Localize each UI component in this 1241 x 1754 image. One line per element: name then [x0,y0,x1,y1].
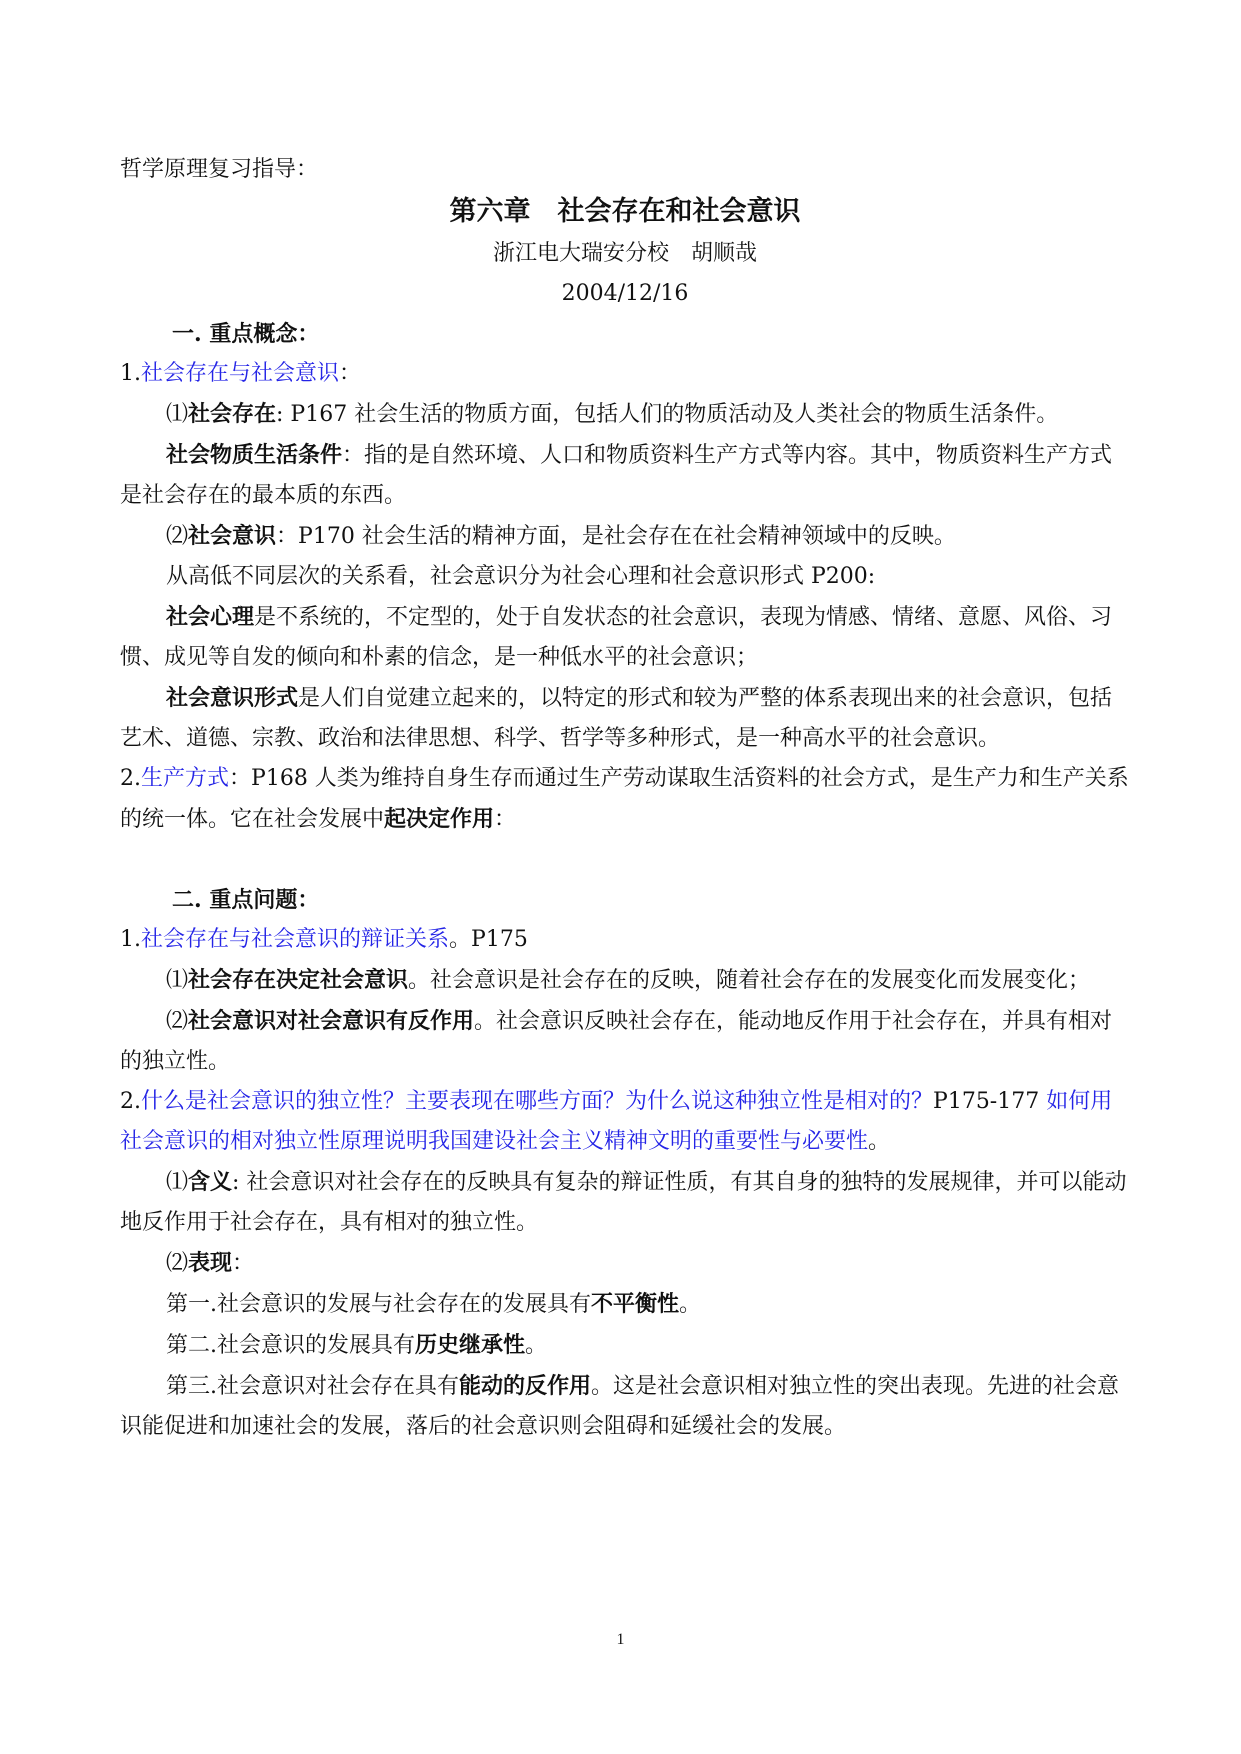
term: 表现 [188,1250,233,1276]
date-line: 2004/12/16 [561,281,689,306]
paragraph-meaning [120,1162,1130,1243]
list-marker: ⑴ [166,402,189,427]
list-marker: ⑵ [166,1251,189,1276]
term: 社会意识形式 [166,685,299,711]
emphasis: 不平衡性 [591,1291,680,1317]
paragraph-text: ：P170 社会生活的精神方面，是社会存在在社会精神领域中的反映。 [276,524,956,549]
paragraph-ideology-forms [120,678,1130,759]
list-marker: ⑴ [166,968,189,993]
page-reference: P175-177 [933,1089,1040,1114]
concept-title-link: 社会存在与社会意识 [141,361,340,386]
spacer [120,840,1130,880]
concept-title-link: 生产方式 [141,766,230,791]
emphasis: 能动的反作用 [459,1373,592,1399]
paragraph-text: ：P168 人类为维持自身生存而通过生产劳动谋取生活资料的社会方式，是生产力和生产关系的统一体。它在社会发展中 [120,766,1129,832]
page-number: 1 [616,1631,625,1648]
preheader: 哲学原理复习指导： [120,157,319,182]
paragraph-text: 。社会意识反映社会存在，能动地反作用于社会存在，并具有相对的独立性。 [120,1009,1113,1074]
colon: ： [339,361,362,386]
concept-item-1 [120,354,1130,394]
period: 。 [868,1129,891,1154]
question-title-link-2: 如何用社会意识的相对独立性原理说明我国建设社会主义精神文明的重要性与必要性 [120,1089,1113,1154]
concept-item-2 [120,759,1130,840]
question-title-link: 什么是社会意识的独立性？主要表现在哪些方面？为什么说这种独立性是相对的？ [141,1089,934,1114]
paragraph-material-conditions [120,435,1130,516]
term: 社会物质生活条件 [166,442,343,468]
page-reference: 。P175 [449,927,528,952]
paragraph-text: 第三.社会意识对社会存在具有 [166,1374,459,1399]
item-number: 1. [120,927,141,952]
paragraph-being-determines [120,960,1130,1001]
paragraph-third [120,1366,1130,1447]
list-marker: ⑵ [166,524,189,549]
term: 社会意识 [188,523,277,549]
emphasis: 历史继承性 [415,1332,526,1358]
document-body [120,150,1130,1447]
paragraph-text: 是人们自觉建立起来的，以特定的形式和较为严整的体系表现出来的社会意识，包括艺术、道德、宗教、政治和法律思想、科学、哲学等多种形式，是一种高水平的社会意识。 [120,686,1113,751]
paragraph-second [120,1325,1130,1366]
emphasis: 社会意识对社会意识有反作用 [188,1008,475,1034]
colon: ： [494,807,517,832]
paragraph-levels: 从高低不同层次的关系看，社会意识分为社会心理和社会意识形式 P200: [166,564,876,589]
list-marker: ⑵ [166,1009,189,1034]
paragraph-text: : P167 社会生活的物质方面，包括人们的物质活动及人类社会的物质生活条件。 [276,402,1059,427]
paragraph-text: 。社会意识是社会存在的反映，随着社会存在的发展变化而发展变化； [408,968,1091,993]
item-number: 2. [120,1089,141,1114]
item-number: 2. [120,766,141,791]
period: 。 [679,1292,702,1317]
emphasis: 起决定作用 [384,806,495,832]
emphasis: 社会存在决定社会意识 [188,967,409,993]
paragraph-text: ：指的是自然环境、人口和物质资料生产方式等内容。其中，物质资料生产方式是社会存在的最本质的东西。 [120,443,1113,508]
paragraph-first [120,1284,1130,1325]
paragraph-text: 第一.社会意识的发展与社会存在的发展具有 [166,1292,591,1317]
question-item-1 [120,920,1130,960]
colon: ： [232,1251,255,1276]
question-title-link: 社会存在与社会意识的辩证关系 [141,927,450,952]
term: 含义 [188,1169,233,1195]
term: 社会心理 [166,604,255,630]
paragraph-text: : 社会意识对社会存在的反映具有复杂的辩证性质，有其自身的独特的发展规律，并可以能动地反作用于社会存在，具有相对的独立性。 [120,1170,1127,1235]
chapter-title: 第六章 社会存在和社会意识 [449,196,801,227]
item-number: 1. [120,361,141,386]
period: 。 [525,1333,548,1358]
paragraph-text: 。这是社会意识相对独立性的突出表现。先进的社会意识能促进和加速社会的发展，落后的社会意识则会阻碍和延缓社会的发展。 [120,1374,1120,1439]
term: 社会存在 [188,401,277,427]
question-item-2 [120,1082,1130,1162]
paragraph-text: 第二.社会意识的发展具有 [166,1333,415,1358]
list-marker: ⑴ [166,1170,189,1195]
paragraph-social-psychology [120,597,1130,678]
author-line: 浙江电大瑞安分校 胡顺哉 [492,241,757,266]
paragraph-reaction [120,1001,1130,1082]
paragraph-manifestation [120,1243,1130,1284]
paragraph-social-consciousness [120,516,1130,557]
paragraph-social-being [120,394,1130,435]
section-heading-concepts: 一. 重点概念： [172,321,320,347]
paragraph-text: 是不系统的，不定型的，处于自发状态的社会意识，表现为情感、情绪、意愿、风俗、习惯、成见等自发的倾向和朴素的信念，是一种低水平的社会意识； [120,605,1113,670]
section-heading-questions: 二. 重点问题： [172,887,320,913]
